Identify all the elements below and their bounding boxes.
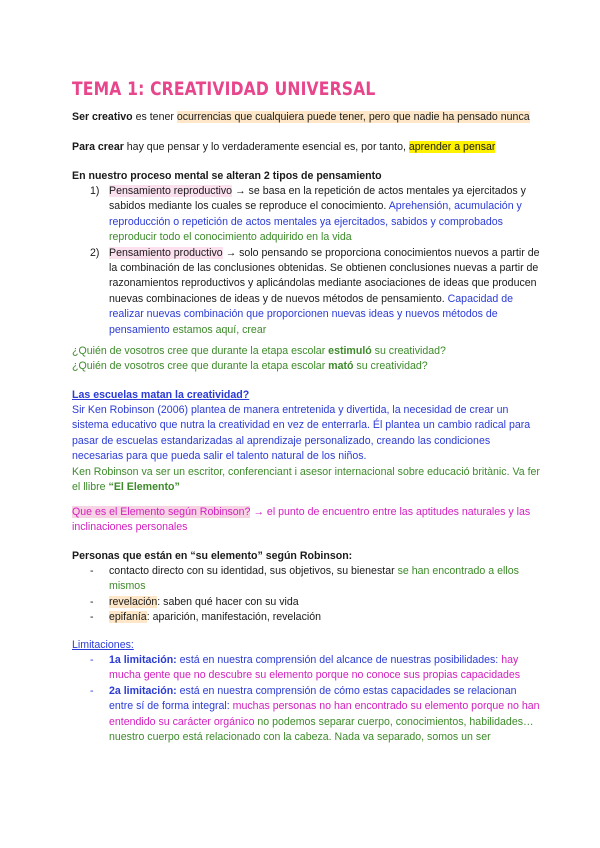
- item-text: → solo pensando se proporciona conocimientos nuevos a partir de la combinación de las conclusiones obtenidas. Se obtienen conclusiones nuevas a partir de razonamientos reproductivos y aplicándolas mediante asociaciones de ideas que producen nuevas combinaciones de ideas y de nuevos métodos de pensamiento.: [109, 246, 540, 305]
- bullet-dash: -: [90, 684, 94, 697]
- section-heading-limitaciones: [72, 638, 542, 653]
- list-item-text: [109, 184, 542, 246]
- list-item-text: [109, 610, 542, 625]
- intro-paragraph-2: [72, 140, 542, 155]
- highlight-pensamiento-productivo: Pensamiento productivo: [109, 246, 223, 259]
- limitaciones-list: [72, 653, 542, 745]
- heading-text: En nuestro proceso mental se alteran 2 tipos de pensamiento: [72, 170, 382, 182]
- question-bold: estimuló: [328, 345, 372, 357]
- robinson-paragraph: [72, 465, 542, 496]
- list-item-text: [109, 684, 542, 746]
- personas-list: [72, 564, 542, 626]
- limitation-text: está en nuestra comprensión de cómo estas capacidades se relacionan entre sí de forma integral:: [109, 684, 517, 713]
- item-text: : saben qué hacer con su vida: [157, 595, 299, 608]
- intro-paragraph-1: [72, 110, 542, 125]
- list-item-text: [109, 595, 542, 610]
- list-number: 2): [90, 246, 100, 259]
- bullet-dash: -: [90, 565, 94, 577]
- item-green-note: reproducir todo el conocimiento adquirido en la vida: [109, 231, 352, 244]
- elemento-answer: → el punto de encuentro entre las aptitudes naturales y las inclinaciones personales: [72, 506, 531, 534]
- highlight-revelacion: revelación: [109, 595, 158, 608]
- bullet-dash: -: [90, 595, 94, 608]
- list-item-revelacion: [72, 595, 542, 610]
- list-item-contacto: [72, 564, 542, 595]
- section-heading-proceso: [72, 169, 542, 184]
- item-blue-note: Aprehensión, acumulación y reproducción o repetición de actos mentales ya ejercitados, sabidos y comprobados: [109, 200, 522, 228]
- question-text: su creatividad?: [371, 345, 446, 357]
- term-ser-creativo: Ser creativo: [72, 111, 133, 123]
- question-mato: [72, 359, 542, 374]
- question-text: ¿Quién de vosotros cree que durante la etapa escolar: [72, 345, 329, 357]
- limitation-label: 1a limitación:: [109, 654, 177, 666]
- pensamiento-list: [72, 184, 542, 338]
- term-para-crear: Para crear: [72, 141, 124, 153]
- heading-link-text: Limitaciones:: [72, 639, 134, 651]
- list-number: 1): [90, 185, 100, 197]
- list-item-productivo: [72, 246, 542, 338]
- bullet-dash: -: [90, 654, 94, 666]
- page-title: TEMA 1: CREATIVIDAD UNIVERSAL: [72, 78, 376, 100]
- intro-text: es tener: [132, 111, 177, 123]
- item-green-note: se han encontrado a ellos mismos: [109, 565, 519, 593]
- intro-text: hay que pensar y lo verdaderamente esencial es, por tanto,: [123, 141, 409, 153]
- bullet-dash: -: [90, 611, 94, 624]
- limitation-example: hay mucha gente que no descubre su elemento porque no conoce sus propias capacidades: [109, 654, 521, 682]
- list-item-text: [109, 246, 542, 338]
- item-green-note: estamos aquí, crear: [169, 323, 267, 336]
- book-title: “El Elemento”: [108, 481, 180, 494]
- item-blue-note: Capacidad de realizar nuevas combinación que proporcionen nuevas ideas y nuevos métodos de pensamiento: [109, 292, 514, 336]
- list-item-epifania: [72, 610, 542, 625]
- list-item-text: [109, 564, 542, 595]
- list-item-limitacion-2: [72, 684, 542, 746]
- list-item-text: [109, 653, 542, 684]
- highlight-ocurrencias: ocurrencias que cualquiera puede tener, pero que nadie ha pensado nunca: [176, 111, 530, 123]
- limitation-text: está en nuestra comprensión del alcance de nuestras posibilidades:: [176, 654, 499, 666]
- list-item-limitacion-1: [72, 653, 542, 684]
- limitation-example: muchas personas no han encontrado su elemento porque no han entendido su carácter orgánico: [109, 700, 540, 728]
- item-text: contacto directo con su identidad, sus objetivos, su bienestar: [109, 565, 395, 577]
- item-text: : aparición, manifestación, revelación: [146, 611, 322, 624]
- question-estimulo: [72, 344, 542, 359]
- limitation-label: 2a limitación:: [109, 684, 177, 697]
- item-text: → se basa en la repetición de actos mentales ya ejercitados y sabidos mediante los cuales se reproduce el conocimiento.: [109, 185, 526, 213]
- highlight-aprender-a-pensar: aprender a pensar: [408, 141, 496, 153]
- list-item-reproductivo: [72, 184, 542, 246]
- elemento-question: [72, 505, 542, 536]
- highlight-que-es-elemento: Que es el Elemento según Robinson?: [72, 506, 251, 518]
- highlight-pensamiento-reproductivo: Pensamiento reproductivo: [109, 185, 233, 197]
- heading-link-text: Las escuelas matan la creatividad?: [72, 389, 250, 401]
- escuelas-paragraph: Sir Ken Robinson (2006) plantea de manera entretenida y divertida, la necesidad de crear un sistema educativo que nutra la creatividad en vez de enterrarla. Él plantea un cambio radical para pasar de escuelas estandarizadas al aprendizaje personalizado, creando las condiciones necesarias para que pueda salir el talento natural de los niños.: [72, 404, 531, 463]
- section-heading-personas: [72, 549, 542, 564]
- question-text: su creatividad?: [353, 360, 428, 372]
- heading-text: Personas que están en “su elemento” según Robinson:: [72, 550, 353, 562]
- section-heading-escuelas: [72, 388, 542, 403]
- question-bold: mató: [328, 360, 354, 372]
- highlight-epifania: epifanía: [109, 611, 147, 624]
- limitation-note: no podemos separar cuerpo, conocimientos, habilidades… nuestro cuerpo está relacionado con la cabeza. Nada va separado, somos un ser: [109, 715, 534, 744]
- question-text: ¿Quién de vosotros cree que durante la etapa escolar: [72, 360, 329, 372]
- robinson-text: Ken Robinson va ser un escritor, conferenciant i asesor internacional sobre educació britànic. Va fer el llibre: [72, 466, 540, 494]
